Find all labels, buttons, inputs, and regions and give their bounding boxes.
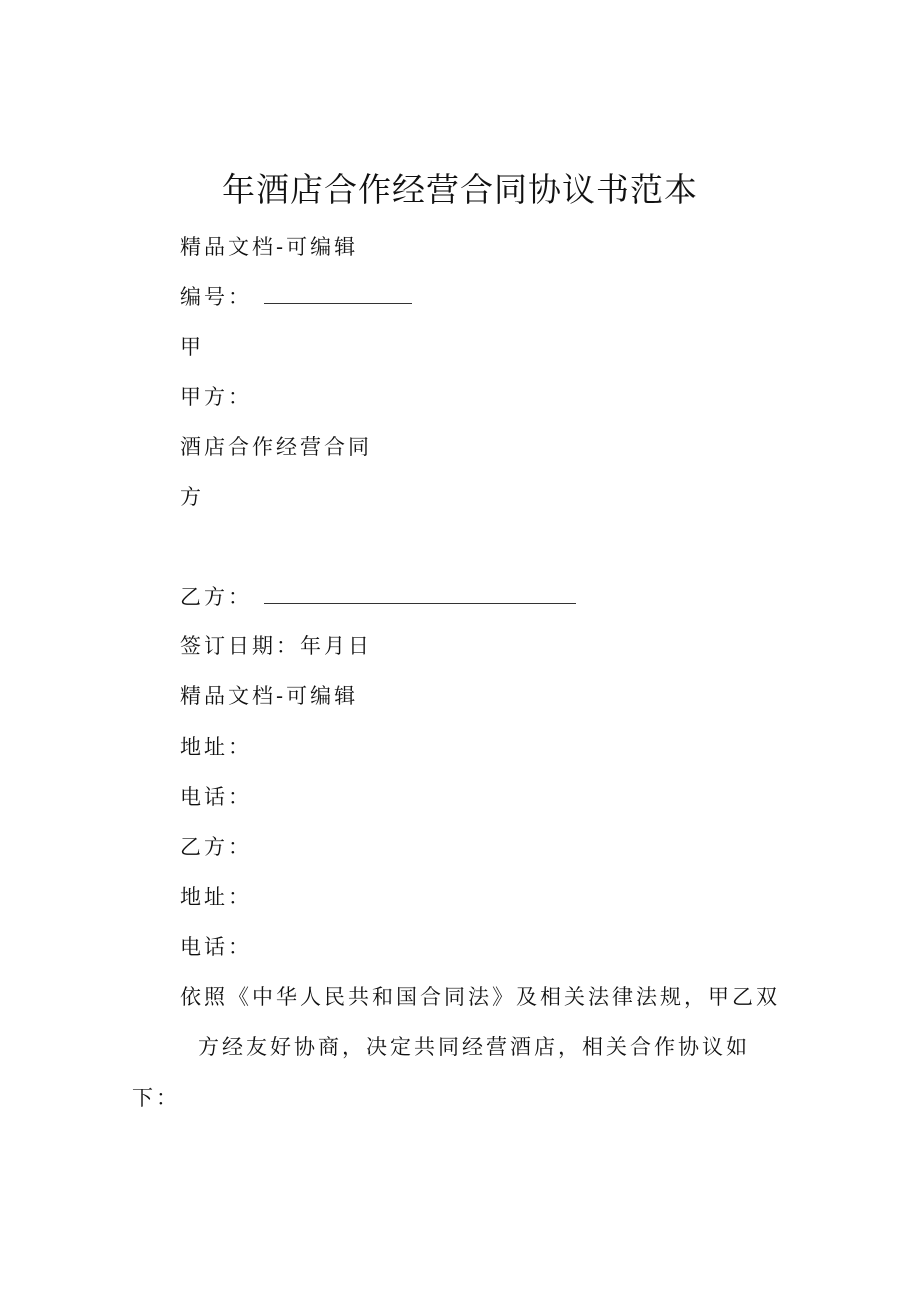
phone-label: 电话： — [180, 785, 252, 809]
party-b-row — [180, 582, 576, 612]
text-line: 酒店合作经营合同 — [180, 435, 372, 459]
party-a-label: 甲方： — [180, 385, 252, 409]
body-paragraph-line: 下： — [132, 1086, 180, 1110]
watermark-line: 精品文档-可编辑 — [180, 684, 359, 708]
address-label: 地址： — [180, 735, 252, 759]
serial-number-row — [180, 282, 412, 312]
address-label: 地址： — [180, 885, 252, 909]
document-title: 年酒店合作经营合同协议书范本 — [222, 170, 698, 209]
signing-date: 签订日期：年月日 — [180, 634, 372, 658]
text-line: 甲 — [180, 335, 204, 359]
text-line: 方 — [180, 485, 204, 509]
serial-number-label: 编号： — [180, 285, 252, 309]
party-b-label: 乙方： — [180, 585, 252, 609]
party-b-label: 乙方： — [180, 835, 252, 859]
body-paragraph-line: 方经友好协商，决定共同经营酒店，相关合作协议如 — [198, 1035, 750, 1059]
serial-number-blank — [264, 287, 412, 304]
phone-label: 电话： — [180, 935, 252, 959]
party-b-blank — [264, 587, 576, 604]
body-paragraph-line: 依照《中华人民共和国合同法》及相关法律法规，甲乙双 — [180, 985, 780, 1009]
watermark-line: 精品文档-可编辑 — [180, 235, 359, 259]
